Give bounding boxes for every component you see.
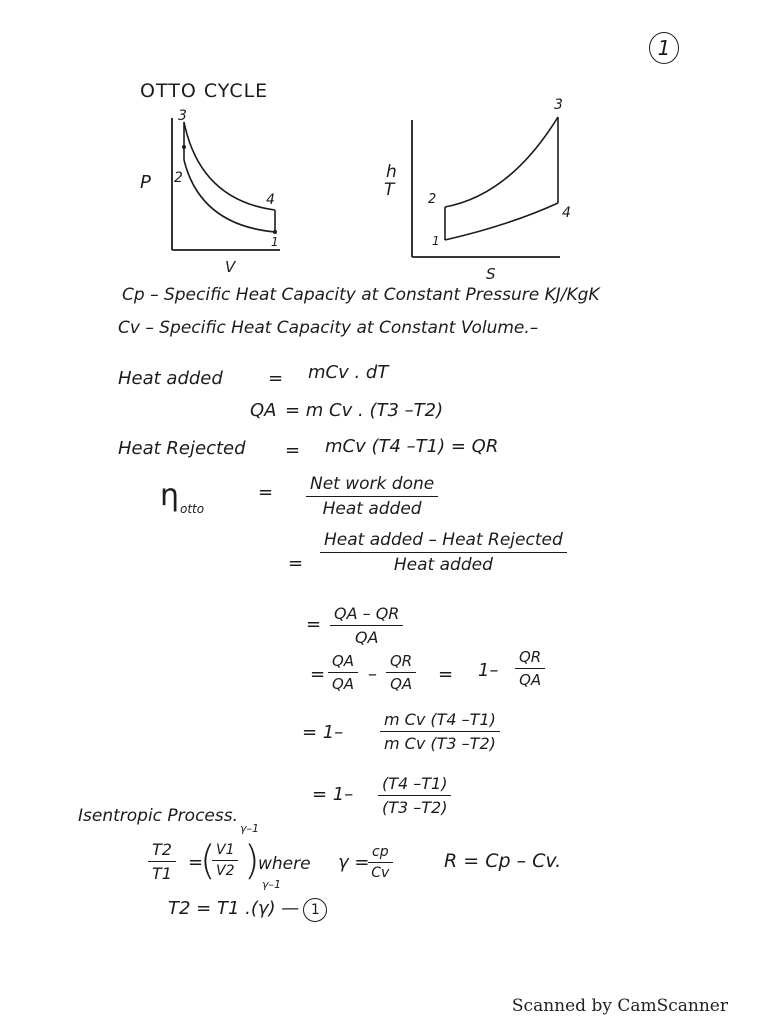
one-minus: = 1– [302,722,344,743]
fraction-numerator: T2 [148,840,176,862]
fraction-numerator: QA [328,652,358,673]
equals-sign: = [188,852,204,873]
cv-definition: Cv – Specific Heat Capacity at Constant Volume.– [118,318,539,338]
heat-added-expression: mCv . dT [308,362,389,383]
fraction-denominator: Heat added [322,499,422,519]
efficiency-fraction-6 [378,774,451,817]
fraction-denominator: m Cv (T3 –T2) [384,734,496,753]
close-paren: ) [244,838,260,884]
efficiency-fraction-4b [386,652,416,693]
one-minus: 1– [478,660,499,681]
where-exponent: γ–1 [262,878,282,891]
ts-label-1: 1 [432,234,440,248]
ts-process-2-3 [445,117,558,207]
eta-symbol: η [160,478,180,513]
fraction-numerator: cp [368,844,393,863]
efficiency-fraction-5 [380,710,500,753]
one-minus: = 1– [312,784,354,805]
equals-sign: = [438,664,454,685]
fraction-numerator: QR [515,648,545,669]
eta-subscript: otto [180,502,205,516]
isentropic-result: T2 = T1 .(γ) — 1 [168,898,327,922]
fraction-numerator: Net work done [306,474,438,497]
gas-constant-relation: R = Cp – Cv. [444,850,562,872]
pv-expansion-curve [184,122,275,210]
ts-label-3: 3 [554,97,563,113]
efficiency-fraction-4a [328,652,358,693]
efficiency-fraction-4c [515,648,545,689]
efficiency-fraction-3 [330,604,403,647]
ts-process-4-1 [445,203,558,240]
heat-rejected-expression: mCv (T4 –T1) = QR [325,436,499,457]
scanner-watermark: Scanned by CamScanner [511,996,728,1016]
fraction-denominator: V2 [216,863,235,879]
pv-label-4: 4 [266,192,275,208]
isentropic-heading: Isentropic Process. [78,806,238,826]
fraction-denominator: T1 [152,864,172,883]
pv-label-2: 2 [174,170,183,186]
fraction-denominator: QA [332,675,355,693]
exponent-label: γ–1 [240,822,260,835]
pv-compression-curve [184,160,275,232]
temperature-ratio [148,840,176,883]
pv-x-axis-label: V [225,258,236,276]
equals-sign: = [306,614,322,635]
fraction-numerator: (T4 –T1) [378,774,451,796]
qa-symbol: QA [250,400,277,421]
page-number: 1 [649,32,679,64]
fraction-denominator: Heat added [393,555,493,575]
minus-sign: – [368,664,377,685]
equals-sign: = [285,440,301,461]
ts-label-2: 2 [428,192,437,207]
pv-label-3: 3 [178,108,187,124]
fraction-denominator: QA [354,628,379,647]
ts-y-axis-label-h: h [386,162,397,182]
where-label: where [258,854,311,874]
heat-rejected-label: Heat Rejected [118,438,246,459]
fraction-numerator: V1 [212,842,238,861]
ts-y-axis-label-t: T [384,180,395,200]
volume-ratio [212,842,238,879]
ts-x-axis-label: S [486,265,496,283]
fraction-numerator: Heat added – Heat Rejected [320,530,567,553]
equals-sign: = [288,553,304,574]
equals-sign: = [268,368,284,389]
fraction-denominator: QA [390,675,413,693]
fraction-denominator: (T3 –T2) [382,798,448,817]
fraction-numerator: QR [386,652,416,673]
heat-added-label: Heat added [118,368,223,389]
fraction-numerator: m Cv (T4 –T1) [380,710,500,732]
pv-y-axis-label: P [140,172,151,193]
equals-sign: = [310,664,326,685]
qa-expression: = m Cv . (T3 –T2) [285,400,444,421]
ts-label-4: 4 [562,205,571,221]
pv-diagram [130,100,300,280]
fraction-denominator: QA [519,671,542,689]
pv-point-marker [273,230,277,234]
ts-diagram [380,95,580,285]
page-title: OTTO CYCLE [140,80,269,102]
cp-definition: Cp – Specific Heat Capacity at Constant Pressure KJ/KgK [122,285,600,305]
equals-sign: = [258,482,274,503]
pv-point-marker [182,145,186,149]
efficiency-fraction-2 [320,530,567,575]
fraction-numerator: QA – QR [330,604,403,626]
fraction-denominator: Cv [371,865,390,881]
efficiency-fraction-1 [306,474,438,519]
gamma-fraction [368,844,393,881]
pv-label-1: 1 [271,235,279,249]
equation-number: 1 [303,898,327,922]
gamma-lead: γ = [338,852,370,873]
open-paren: ( [200,838,216,884]
